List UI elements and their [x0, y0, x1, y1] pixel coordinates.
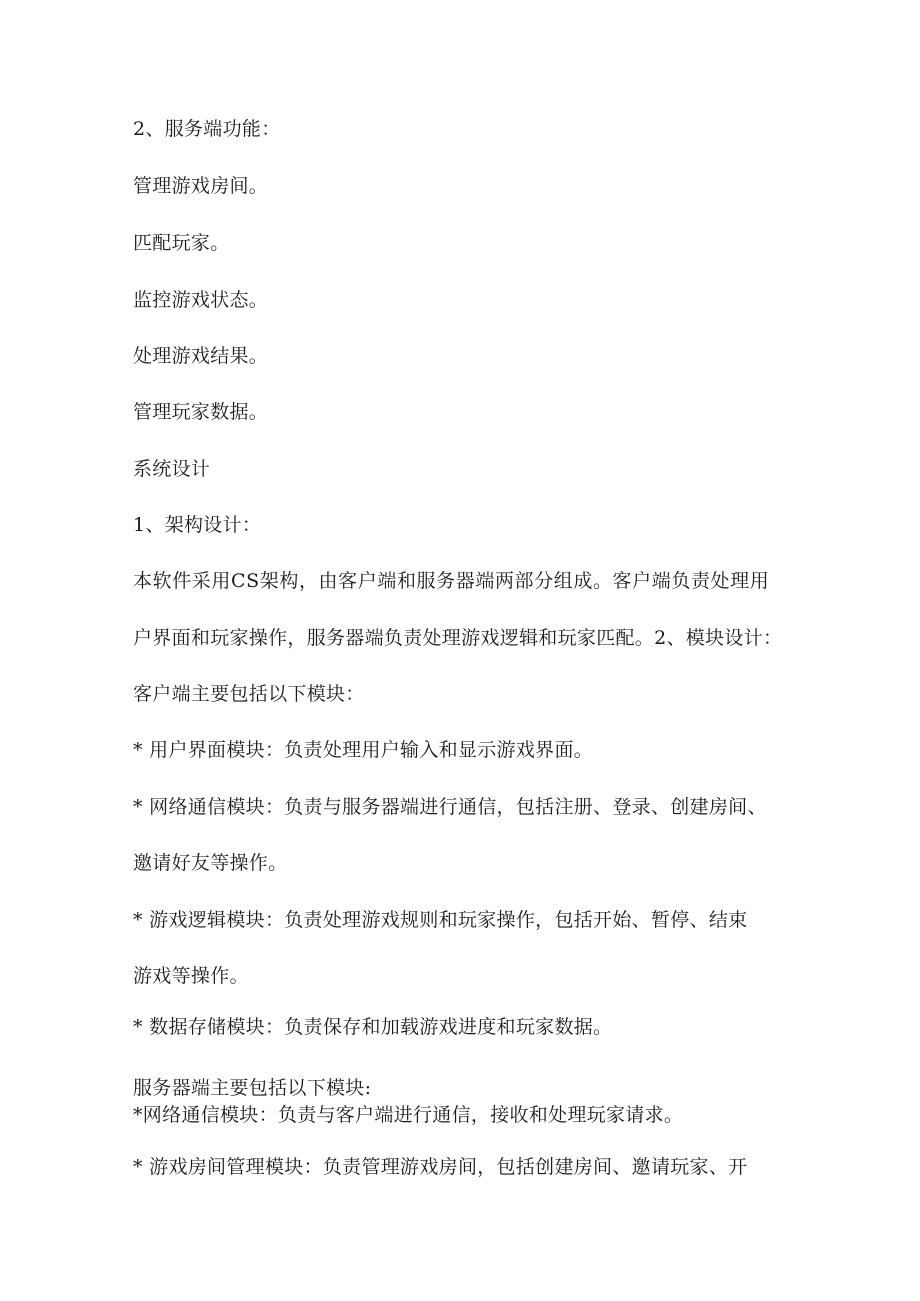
section-heading-server-functions: 2、服务端功能： [133, 118, 281, 140]
paragraph-line: 匹配玩家。 [133, 232, 230, 254]
list-item: *网络通信模块：负责与客户端进行通信，接收和处理玩家请求。 [133, 1104, 684, 1126]
list-item-continuation: 游戏等操作。 [133, 965, 249, 987]
paragraph-line: 监控游戏状态。 [133, 289, 269, 311]
section-heading-system-design: 系统设计 [133, 458, 211, 480]
section-heading-architecture: 1、架构设计： [133, 514, 262, 536]
paragraph-line: 处理游戏结果。 [133, 345, 269, 367]
list-item: * 游戏房间管理模块：负责管理游戏房间，包括创建房间、邀请玩家、开 [133, 1156, 748, 1178]
paragraph-line: 管理玩家数据。 [133, 401, 269, 423]
paragraph-line: 客户端主要包括以下模块： [133, 683, 365, 705]
paragraph-line: 管理游戏房间。 [133, 175, 269, 197]
paragraph-line: 户界面和玩家操作，服务器端负责处理游戏逻辑和玩家匹配。2、模块设计： [133, 627, 783, 649]
list-item: * 游戏逻辑模块：负责处理游戏规则和玩家操作，包括开始、暂停、结束 [133, 909, 748, 931]
list-item: * 用户界面模块：负责处理用户输入和显示游戏界面。 [133, 739, 594, 761]
list-item-continuation: 邀请好友等操作。 [133, 852, 288, 874]
paragraph-line: 本软件采用CS架构，由客户端和服务器端两部分组成。客户端负责处理用 [133, 570, 770, 592]
paragraph-line: 服务器端主要包括以下模块: [133, 1077, 372, 1099]
list-item: * 网络通信模块：负责与服务器端进行通信，包括注册、登录、创建房间、 [133, 796, 767, 818]
list-item: * 数据存储模块：负责保存和加载游戏进度和玩家数据。 [133, 1016, 613, 1038]
